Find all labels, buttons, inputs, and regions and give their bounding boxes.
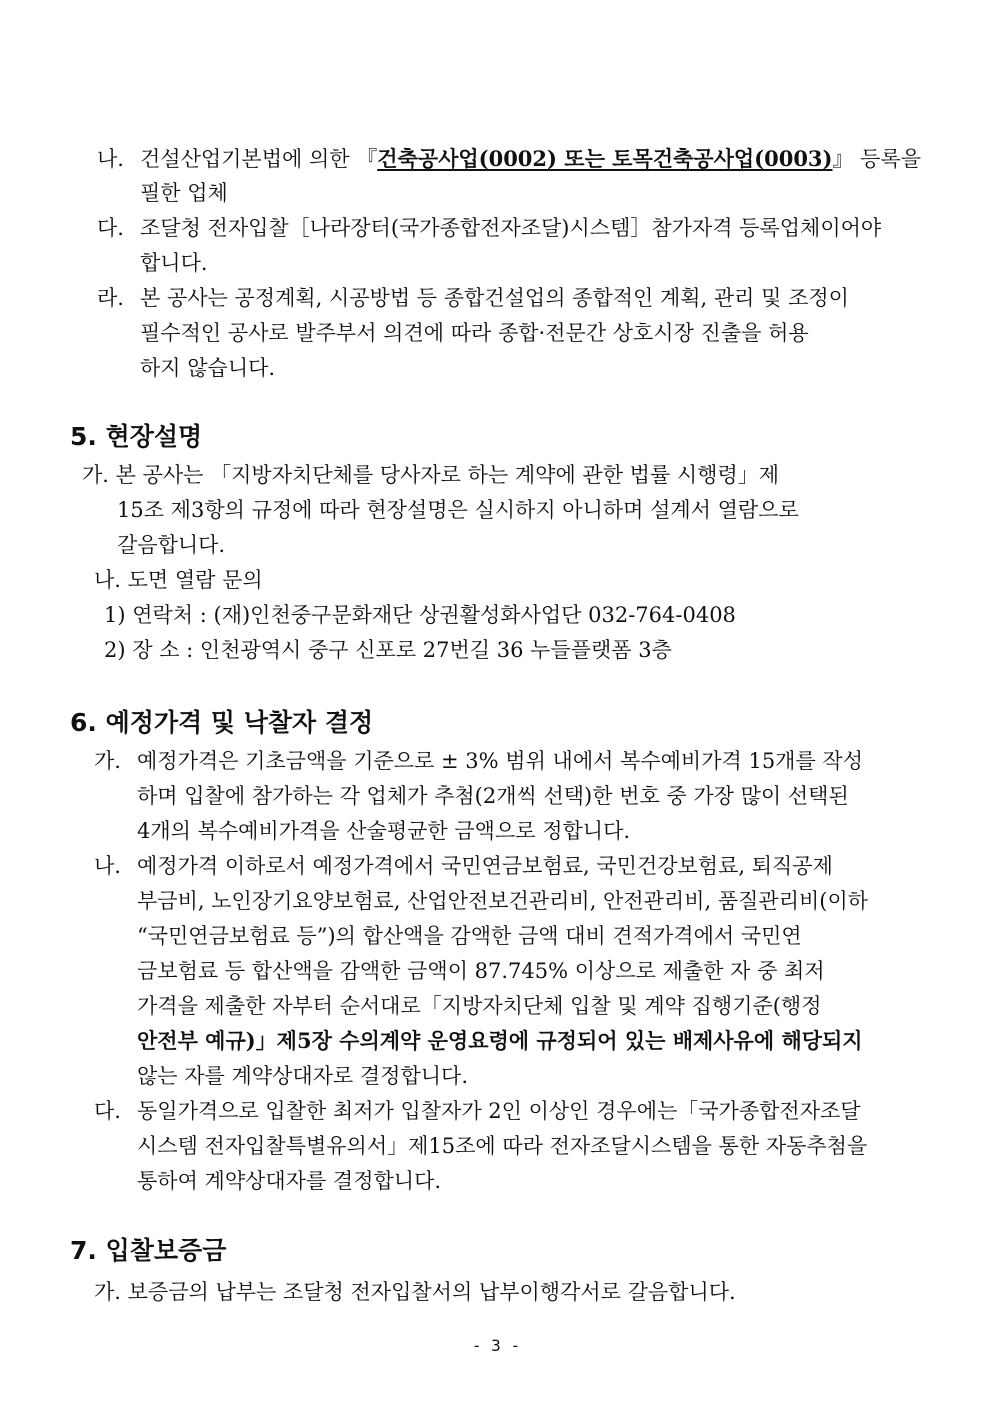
s4-da-line2: 합니다. [140,251,208,275]
s4-na-line2: 필한 업체 [140,181,228,205]
s6-da-line1: 동일가격으로 입찰한 최저가 입찰자가 2인 이상인 경우에는「국가종합전자조달 [137,1099,861,1123]
s6-da-line2: 시스템 전자입찰특별유의서」제15조에 따라 전자조달시스템을 통한 자동추첨을 [137,1134,868,1158]
s6-da-line3: 통하여 계약상대자를 결정합니다. [137,1169,442,1193]
s5-item1: 1) 연락처 : (재)인천중구문화재단 상권활성화사업단 032-764-0408 [104,603,736,627]
s6-na-line4: 금보험료 등 합산액을 감액한 금액이 87.745% 이상으로 제출한 자 중 최저 [137,959,825,983]
s4-ra-marker: 라. [97,286,124,310]
s6-da-marker: 다. [94,1099,121,1123]
s6-ga-line2: 하며 입찰에 참가하는 각 업체가 추첨(2개씩 선택)한 번호 중 가장 많이 선택된 [137,784,849,808]
s6-na-line6: 안전부 예규)」제5장 수의계약 운영요령에 규정되어 있는 배제사유에 해당되지 [137,1028,863,1053]
s6-na-line1: 예정가격 이하로서 예정가격에서 국민연금보험료, 국민건강보험료, 퇴직공제 [137,854,833,878]
s4-na-line1-pre: 건설산업기본법에 의한 『 [140,147,378,171]
s5-item2: 2) 장 소 : 인천광역시 중구 신포로 27번길 36 누들플랫폼 3층 [104,638,672,662]
s4-da-line1: 조달청 전자입찰［나라장터(국가종합전자조달)시스템］참가자격 등록업체이어야 [140,216,882,240]
s6-na-line5: 가격을 제출한 자부터 순서대로「지방자치단체 입찰 및 계약 집행기준(행정 [137,994,822,1018]
s7-ga-line1: 가. 보증금의 납부는 조달청 전자입찰서의 납부이행각서로 갈음합니다. [94,1280,736,1304]
s4-ra-line2: 필수적인 공사로 발주부서 의견에 따라 종합·전문간 상호시장 진출을 허용 [140,321,809,345]
s5-ga-line1: 가. 본 공사는 「지방자치단체를 당사자로 하는 계약에 관한 법률 시행령」제 [82,463,780,487]
s6-ga-marker: 가. [94,749,121,773]
s5-ga-line2: 15조 제3항의 규정에 따라 현장설명은 실시하지 아니하며 설계서 열람으로 [117,498,799,522]
s5-na-line: 나. 도면 열람 문의 [94,568,263,592]
s6-ga-line3: 4개의 복수예비가격을 산술평균한 금액으로 정합니다. [137,819,631,843]
s6-na-line3: “국민연금보험료 등”)의 합산액을 감액한 금액 대비 견적가격에서 국민연 [137,924,802,948]
s4-na-marker: 나. [97,147,124,171]
s6-ga-line1: 예정가격은 기초금액을 기준으로 ± 3% 범위 내에서 복수예비가격 15개를 작성 [137,749,864,773]
section7-heading: 7. 입찰보증금 [70,1236,227,1265]
s5-ga-line3: 갈음합니다. [117,533,226,557]
s4-da-marker: 다. [97,216,124,240]
s4-ra-line3: 하지 않습니다. [140,356,276,380]
section5-heading: 5. 현장설명 [70,422,203,451]
s4-na-line1-post: 』 등록을 [832,147,922,171]
s6-na-line2: 부금비, 노인장기요양보험료, 산업안전보건관리비, 안전관리비, 품질관리비(이하 [137,889,869,913]
s6-na-line7: 않는 자를 계약상대자로 결정합니다. [137,1064,468,1088]
s4-na-line1 [140,144,921,174]
s6-na-marker: 나. [94,854,121,878]
page-number: - 3 - [471,1336,521,1355]
s4-na-line1-bold: 건축공사업(0002) 또는 토목건축공사업(0003) [377,146,833,171]
s4-ra-line1: 본 공사는 공정계획, 시공방법 등 종합건설업의 종합적인 계획, 관리 및 조정이 [140,286,849,310]
section6-heading: 6. 예정가격 및 낙찰자 결정 [70,708,374,737]
